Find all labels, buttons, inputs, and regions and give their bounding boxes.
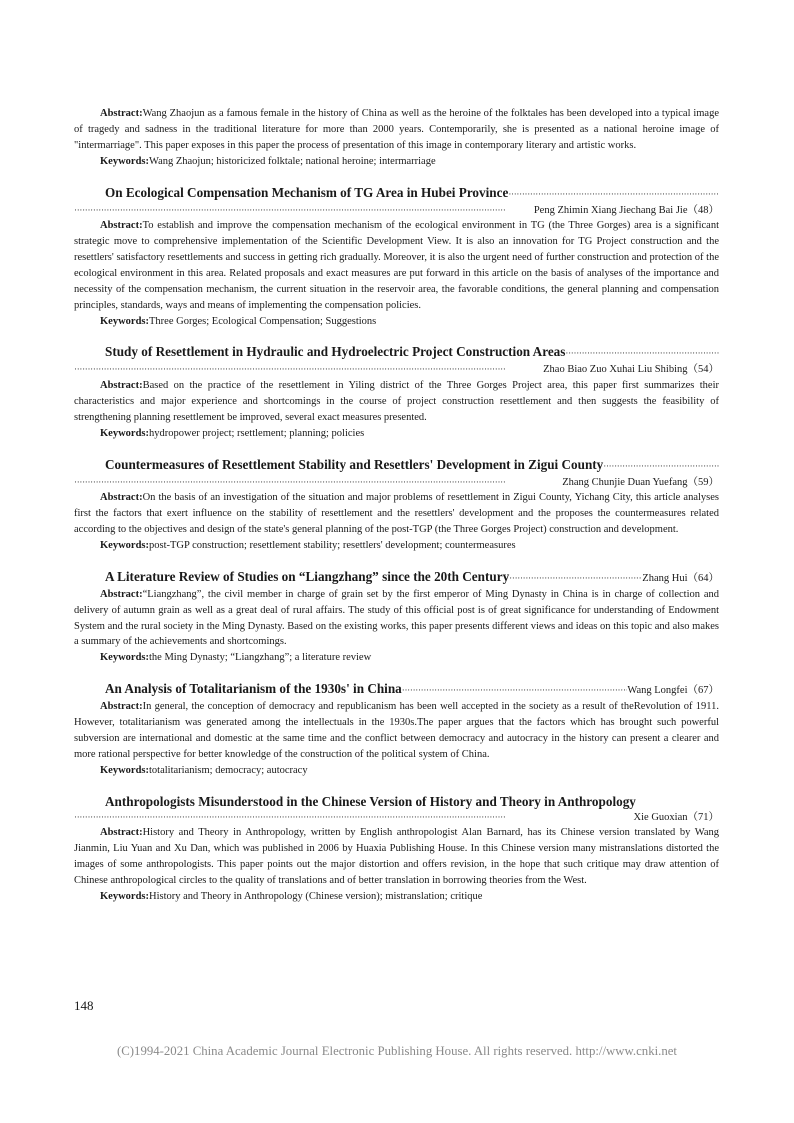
journal-page [74, 106, 719, 919]
article-authors: Zhang Hui（64） [642, 572, 719, 584]
abstract: Abstract:In general, the conception of democracy and republicanism has been well accepted in the society as a result of theRevolution of 1911. However, totalitarianism was generated among the intellectuals in the 1930s.The paper argues that the factors which has brought such powerful subversion are international and domestic at the same time and the conflict between democracy and autocracy in the history can present a clearer and more rational perspective for better knowledge of the construction of the political system of China. [74, 701, 719, 760]
abstract: Abstract:Based on the practice of the resettlement in Yiling district of the Three Gorges Project area, this paper first summarizes their characteristics and major experience and shortcomings in the course of project construction resettlement and then suggests the feasibility of strengthening planning resettlement be improved, several exact measures presented. [74, 379, 719, 423]
article-title: Countermeasures of Resettlement Stability and Resettlers' Development in Zigui County [105, 456, 604, 472]
article-title-line [74, 793, 719, 810]
article-wang-zhaojun [74, 106, 719, 170]
article-totalitarianism [74, 680, 719, 779]
article-title: Anthropologists Misunderstood in the Chinese Version of History and Theory in Anthropology [105, 793, 636, 809]
leader-dots [508, 186, 719, 203]
article-zigui-county [74, 456, 719, 554]
keywords: Keywords:Wang Zhaojun; historicized folktale; national heroine; intermarriage [100, 155, 436, 167]
article-title: An Analysis of Totalitarianism of the 1930s' in China [105, 681, 402, 697]
abstract: Abstract:On the basis of an investigation of the situation and major problems of resettlement in Zigui County, Yichang City, this article analyses first the factors that exert influence on the stability of resettlement and the resettlers' development and the proposes the countermeasures related according to the objectives and design of the state's general planning of the post-TGP (the Three Gorges Project) construction and development. [74, 492, 719, 535]
leader-dots [565, 345, 719, 362]
author-line [74, 475, 719, 491]
author-line [74, 810, 719, 826]
abstract: Abstract:“Liangzhang”, the civil member in charge of grain set by the first emperor of Ming Dynasty in China is in charge of collection and delivery of autumn grain as well as a great deal of rural affairs. The study of this official post is of great significance for understanding of Endowment System and the rural society in the Ming Dynasty. Based on the existing works, this paper presents different views and ideas on this topic and also makes a summary of the achievements and shortcomings. [74, 588, 719, 648]
copyright-footer: (C)1994-2021 China Academic Journal Electronic Publishing House. All rights reserved. http://www.cnki.net [116, 1044, 677, 1058]
article-title: On Ecological Compensation Mechanism of TG Area in Hubei Province [105, 184, 509, 200]
article-resettlement-hydraulic [74, 343, 719, 441]
article-title: Study of Resettlement in Hydraulic and Hydroelectric Project Construction Areas [105, 344, 566, 360]
keywords: Keywords:hydropower project; rsettlement; planning; policies [100, 427, 365, 439]
abstract: Abstract:To establish and improve the compensation mechanism of the ecological environment in TG (the Three Gorges) area is a significant strategic move to comprehensive implementation of the Scientific Development View. It is also an innovation for TG Project construction and the resettlers' satisfactory resettlements and success in getting rich gradually. Moreover, it is also the urgent need of further construction and protection of the ecological environment in this area. Related proposals and exact measures are put forward in this article on the basis of analyses of the importance and necessity of the compensation mechanism, the current situation in the reservoir area, the favorable conditions, the general planning and compensation principles, standards, ways and means of implementing the compensation policies. [74, 220, 719, 311]
author-line [74, 203, 719, 219]
keywords: Keywords:Three Gorges; Ecological Compensation; Suggestions [100, 315, 377, 327]
article-authors: Xie Guoxian（71） [633, 811, 719, 823]
abstract: Abstract:History and Theory in Anthropology, written by English anthropologist Alan Barnard, has its Chinese version translated by Wang Jianmin, Liu Yuan and Xu Dan, which was published in 2006 by Huaxia Publishing House. In this Chinese version many mistranslations distorted the images of some anthropologists. This paper points out the major distortion and offers revision, in the hope that such critique may draw attention of Chinese anthropological circles to the quality of translations and of better translation in borrowing theories from the West. [74, 827, 719, 886]
article-authors: Wang Longfei（67） [627, 685, 719, 697]
article-authors: Zhao Biao Zuo Xuhai Liu Shibing（54） [543, 364, 719, 376]
article-title-line [74, 568, 719, 587]
leader-dots [509, 570, 642, 587]
leader-dots [74, 203, 534, 219]
abstract: Abstract:Wang Zhaojun as a famous female in the history of China as well as the heroine of the folktales has been developed into a typical image of tragedy and sadness in the traditional literature for more than 2000 years. Contemporarily, she is presented as a national heroine image of "intermarriage". This paper exposes in this paper the process of presentation of this image in contemporary literary and artistic works. [74, 108, 719, 151]
article-authors: Peng Zhimin Xiang Jiechang Bai Jie（48） [533, 204, 719, 216]
leader-dots [402, 682, 628, 699]
article-title: A Literature Review of Studies on “Liangzhang” since the 20th Century [105, 568, 510, 584]
leader-dots [74, 475, 562, 491]
article-title-line [74, 680, 719, 699]
leader-dots [74, 810, 634, 826]
leader-dots [74, 362, 543, 378]
article-liangzhang [74, 568, 719, 667]
keywords: Keywords:post-TGP construction; resettlement stability; resettlers' development; countermeasures [100, 539, 516, 551]
article-authors: Zhang Chunjie Duan Yuefang（59） [562, 476, 719, 488]
leader-dots [603, 458, 719, 475]
article-title-line [74, 343, 719, 362]
author-line [74, 362, 719, 378]
keywords: Keywords:History and Theory in Anthropology (Chinese version); mistranslation; critique [100, 890, 483, 902]
article-title-line [74, 184, 719, 203]
keywords: Keywords:the Ming Dynasty; “Liangzhang”; a literature review [100, 652, 372, 664]
article-ecological-compensation [74, 184, 719, 330]
article-anthropologists [74, 793, 719, 905]
page-number: 148 [74, 998, 94, 1013]
article-title-line [74, 456, 719, 475]
keywords: Keywords:totalitarianism; democracy; autocracy [100, 764, 308, 776]
